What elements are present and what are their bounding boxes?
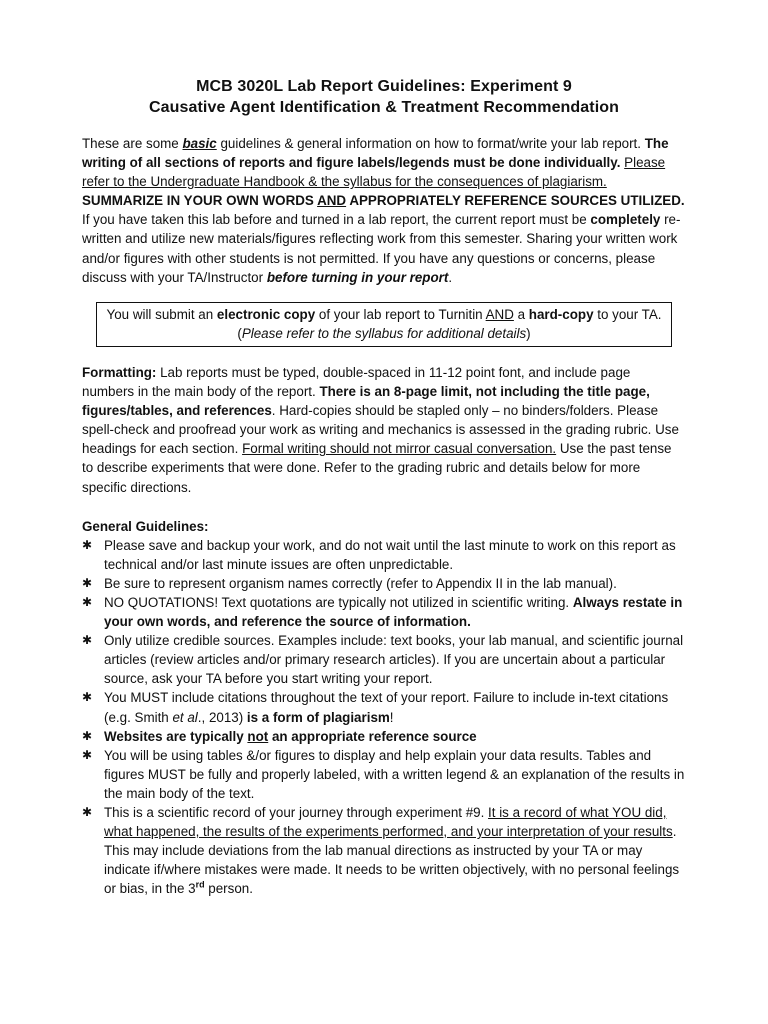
intro-text: . (448, 269, 453, 285)
summarize-rule: SUMMARIZE IN YOUR OWN WORDS (82, 193, 318, 209)
list-item-text: You will be using tables &/or figures to display and help explain your data results. Tables and figures MUST be fully and properly labeled, with a written legend & an explanation of the results in the main body of the text. (104, 747, 685, 801)
list-item (82, 574, 686, 593)
asterisk-bullet-icon: ✱ (82, 690, 93, 705)
asterisk-bullet-icon: ✱ (82, 537, 93, 552)
notice-text: ) (526, 325, 531, 341)
formatting-text: Use the past tense to describe experiments that were done. Refer to the grading rubric and details below for more specific directions. (82, 441, 672, 495)
individual-writing-rule: The writing of all sections of reports and figure labels/legends must be done individually. (82, 136, 669, 171)
formatting-text: . Hard-copies should be stapled only – no binders/folders. Please spell-check and proofread your work as writing and mechanics is assessed in the grading rubric. Use headings for each section. (82, 403, 679, 457)
notice-and: AND (485, 306, 514, 322)
formatting-heading: Formatting: (82, 364, 157, 380)
list-item-text: NO QUOTATIONS! Text quotations are typically not utilized in scientific writing. (104, 594, 573, 610)
reference-rule: APPROPRIATELY REFERENCE SOURCES UTILIZED. (346, 193, 685, 209)
syllabus-reference: Please refer to the syllabus for additional details (241, 325, 527, 341)
list-item-text: This is a scientific record of your journey through experiment #9. (104, 805, 489, 820)
ordinal-superscript: rd (195, 879, 205, 890)
list-item (82, 593, 686, 631)
list-item (82, 536, 686, 574)
general-guidelines-heading: General Guidelines: (82, 518, 209, 534)
notice-text: to your TA. (593, 306, 662, 322)
notice-text: ( (237, 325, 242, 341)
list-item-text: Be sure to represent organism names correctly (refer to Appendix II in the lab manual). (104, 575, 617, 591)
notice-text: of your lab report to Turnitin (315, 306, 486, 322)
before-turning-in-emphasis: before turning in your report (266, 269, 449, 285)
title-line-1: MCB 3020L Lab Report Guidelines: Experiment 9 (196, 78, 572, 95)
intro-text: If you have taken this lab before and turned in a lab report, the current report must be (82, 212, 591, 228)
plagiarism-emphasis: is a form of plagiarism (246, 709, 390, 725)
list-item (82, 746, 686, 803)
asterisk-bullet-icon: ✱ (82, 633, 93, 648)
list-item-text: ! (389, 709, 394, 725)
formatting-text: Lab reports must be typed, double-spaced in 11-12 point font, and include page numbers in the main body of the report. (82, 364, 631, 400)
record-emphasis: It is a record of what YOU did, what happened, the results of the experiments performed, and your interpretation of your results (104, 805, 673, 840)
websites-rule: Websites are typically (104, 728, 248, 744)
websites-not-emphasis: not (247, 728, 269, 744)
formal-writing-rule: Formal writing should not mirror casual conversation. (242, 441, 557, 457)
intro-text: These are some (82, 136, 183, 151)
asterisk-bullet-icon: ✱ (82, 575, 93, 590)
list-item-text: Only utilize credible sources. Examples include: text books, your lab manual, and scientific journal articles (review articles and/or primary research articles). If you are uncertain about a particular source, ask your TA before you start writing your report. (104, 633, 684, 687)
page-limit-rule: There is an 8-page limit, not including the title page, figures/tables, and references (82, 384, 650, 419)
intro-text: guidelines & general information on how to format/write your lab report. (216, 136, 645, 151)
document-title (82, 76, 686, 118)
asterisk-bullet-icon: ✱ (82, 728, 93, 743)
plagiarism-reference: Please refer to the Undergraduate Handbook & the syllabus for the consequences of plagiarism. (82, 155, 666, 190)
list-item-text: ., 2013) (197, 709, 247, 725)
intro-text: re-written and utilize new materials/figures reflecting work from this semester. Sharing your written work and/or figures with other students is not permitted. If you have any questions or concerns, please discuss with your TA/Instructor (82, 212, 681, 285)
summarize-rule-and: AND (317, 193, 347, 209)
list-item-text: You MUST include citations throughout the text of your report. Failure to include in-text citations (e.g. Smith (104, 690, 669, 725)
list-item-text: person. (204, 881, 253, 897)
electronic-copy-emphasis: electronic copy (216, 306, 316, 322)
intro-basic-emphasis: basic (182, 136, 217, 151)
list-item (82, 631, 686, 688)
list-item (82, 727, 686, 746)
list-item (82, 803, 686, 898)
list-item-text: . This may include deviations from the lab manual directions as instructed by your TA or may indicate if/where mistakes were made. It needs to be written objectively, with no personal feelings or bias, in the 3 (104, 824, 680, 897)
asterisk-bullet-icon: ✱ (82, 805, 93, 819)
guidelines-list (82, 536, 686, 899)
list-item (82, 688, 686, 726)
completely-emphasis: completely (590, 212, 661, 228)
asterisk-bullet-icon: ✱ (82, 747, 93, 762)
formatting-paragraph (82, 363, 686, 497)
list-item-text: Please save and backup your work, and do not wait until the last minute to work on this report as technical and/or last minute issues are often unpredictable. (104, 537, 676, 572)
asterisk-bullet-icon: ✱ (82, 594, 93, 609)
submission-notice-box (96, 302, 672, 347)
websites-rule: an appropriate reference source (268, 728, 477, 744)
submission-notice-line-2 (101, 324, 667, 343)
submission-notice-line-1 (101, 305, 667, 324)
title-line-2: Causative Agent Identification & Treatment Recommendation (148, 99, 620, 116)
restate-rule: Always restate in your own words, and reference the source of information. (104, 594, 683, 630)
notice-text: a (513, 306, 529, 322)
et-al-italic: et al (172, 709, 198, 725)
notice-text: You will submit an (106, 306, 217, 322)
hard-copy-emphasis: hard-copy (528, 306, 594, 322)
intro-paragraph (82, 134, 686, 287)
